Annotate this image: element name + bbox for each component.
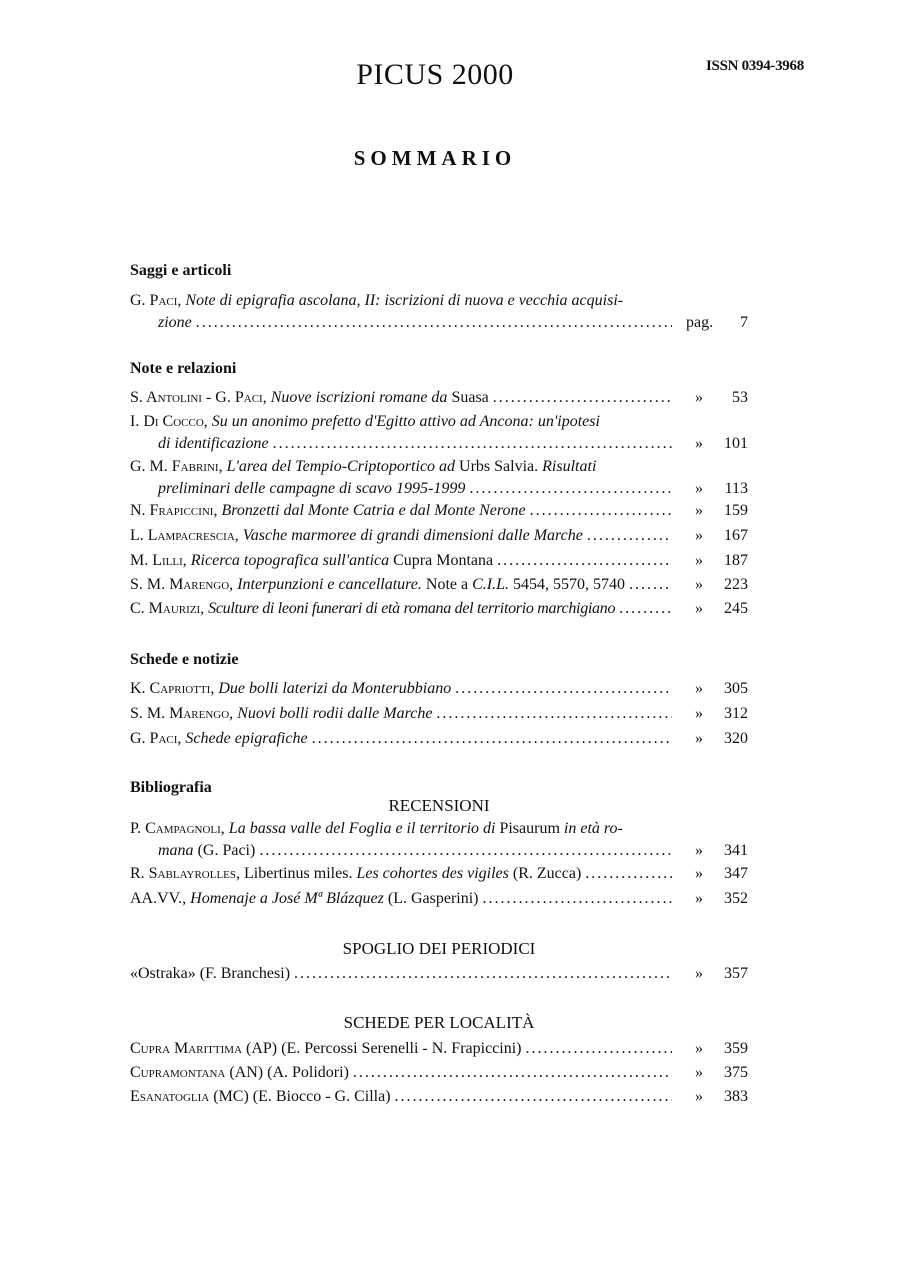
entry-author: N. Frapiccini, bbox=[130, 502, 218, 519]
page-heading: SOMMARIO bbox=[353, 146, 517, 170]
toc-entry[interactable] bbox=[130, 456, 748, 500]
toc-entry[interactable] bbox=[130, 574, 748, 596]
entry-title-cont: preliminari delle campagne di scavo 1995-1999 bbox=[158, 480, 466, 497]
entry-cil: C.I.L. bbox=[472, 576, 509, 593]
entry-text: (AN) (A. Polidori) bbox=[229, 1064, 349, 1081]
entry-author: R. Sablayrolles, bbox=[130, 865, 241, 882]
entry-title: Interpunzioni e cancellature. bbox=[237, 576, 422, 593]
page-number: 341 bbox=[724, 842, 748, 859]
entry-author: G. M. Fabrini, bbox=[130, 458, 223, 475]
section-note-relazioni: Note e relazioni bbox=[130, 360, 237, 377]
entry-title: Due bolli laterizi da Monterubbiano bbox=[218, 680, 452, 697]
dot-leader bbox=[619, 598, 672, 620]
toc-entry[interactable] bbox=[130, 863, 748, 885]
toc-entry[interactable] bbox=[130, 387, 748, 409]
subsection-localita: SCHEDE PER LOCALITÀ bbox=[343, 1013, 535, 1032]
page-marker: » bbox=[695, 1064, 703, 1081]
page-marker: » bbox=[695, 890, 703, 907]
entry-place: Urbs Salvia. bbox=[459, 458, 539, 475]
dot-leader bbox=[483, 888, 673, 910]
page-marker: » bbox=[695, 680, 703, 697]
entry-title: Ricerca topografica sull'antica bbox=[190, 552, 390, 569]
page-number: 101 bbox=[724, 435, 748, 452]
entry-place: Cupra Marittima bbox=[130, 1040, 243, 1057]
entry-title-cont: di identificazione bbox=[158, 435, 269, 452]
page-marker: » bbox=[695, 389, 703, 406]
page-marker: » bbox=[695, 480, 703, 497]
page-number: 159 bbox=[724, 502, 748, 519]
toc-entry[interactable] bbox=[130, 888, 748, 910]
page-number: 312 bbox=[724, 705, 748, 722]
page-marker: » bbox=[695, 1088, 703, 1105]
entry-text: (MC) (E. Biocco - G. Cilla) bbox=[213, 1088, 391, 1105]
journal-title: PICUS 2000 bbox=[356, 58, 514, 91]
subsection-recensioni: RECENSIONI bbox=[388, 796, 490, 815]
page-number: 53 bbox=[732, 389, 748, 406]
entry-title: Note di epigrafia ascolana, II: iscrizioni di nuova e vecchia acquisi- bbox=[185, 292, 624, 309]
page-number: 357 bbox=[724, 965, 748, 982]
dot-leader bbox=[259, 840, 672, 862]
entry-title: Nuove iscrizioni romane da bbox=[270, 389, 448, 406]
page-marker: » bbox=[695, 576, 703, 593]
entry-title-cont: zione bbox=[158, 314, 192, 331]
entry-author: S. M. Marengo, bbox=[130, 705, 234, 722]
entry-author: C. Maurizi, bbox=[130, 600, 205, 617]
page-number: 320 bbox=[724, 730, 748, 747]
entry-title: Sculture di leoni funerari di età romana del territorio marchigiano bbox=[208, 600, 616, 617]
toc-entry[interactable] bbox=[130, 550, 748, 572]
dot-leader bbox=[436, 703, 672, 725]
page-number: 383 bbox=[724, 1088, 748, 1105]
page-marker: pag. bbox=[686, 314, 714, 331]
toc-entry[interactable] bbox=[130, 1086, 748, 1108]
page-number: 223 bbox=[724, 576, 748, 593]
entry-place: Cupramontana bbox=[130, 1064, 226, 1081]
page-number: 187 bbox=[724, 552, 748, 569]
entry-reviewer: (R. Zucca) bbox=[512, 865, 582, 882]
page-marker: » bbox=[695, 435, 703, 452]
section-saggi-articoli: Saggi e articoli bbox=[130, 262, 232, 279]
page-marker: » bbox=[695, 552, 703, 569]
page-marker: » bbox=[695, 527, 703, 544]
toc-entry[interactable] bbox=[130, 290, 748, 334]
toc-entry[interactable] bbox=[130, 703, 748, 725]
dot-leader bbox=[353, 1062, 672, 1084]
entry-title: Risultati bbox=[542, 458, 597, 475]
issn-label: ISSN 0394-3968 bbox=[706, 58, 804, 74]
dot-leader bbox=[526, 1038, 673, 1060]
toc-entry[interactable] bbox=[130, 500, 748, 522]
section-schede-notizie: Schede e notizie bbox=[130, 651, 239, 668]
page-number: 167 bbox=[724, 527, 748, 544]
section-bibliografia: Bibliografia bbox=[130, 779, 212, 796]
entry-title-cont: mana bbox=[158, 842, 194, 859]
entry-text: (AP) (E. Percossi Serenelli - N. Frapiccini) bbox=[246, 1040, 522, 1057]
page-number: 375 bbox=[724, 1064, 748, 1081]
dot-leader bbox=[395, 1086, 672, 1108]
entry-plain-title: Libertinus miles. bbox=[244, 865, 353, 882]
page-marker: » bbox=[695, 842, 703, 859]
entry-place: Esanatoglia bbox=[130, 1088, 210, 1105]
entry-title: Les cohortes des vigiles bbox=[356, 865, 509, 882]
toc-entry[interactable] bbox=[130, 818, 748, 862]
entry-title: L'area del Tempio-Criptoportico ad bbox=[226, 458, 456, 475]
dot-leader bbox=[294, 963, 672, 985]
entry-title: La bassa valle del Foglia e il territorio di bbox=[228, 820, 496, 837]
entry-title: Homenaje a José Mª Blázquez bbox=[190, 890, 384, 907]
dot-leader bbox=[587, 525, 672, 547]
entry-title: Schede epigrafiche bbox=[185, 730, 308, 747]
page-marker: » bbox=[695, 600, 703, 617]
entry-title: Nuovi bolli rodii dalle Marche bbox=[237, 705, 433, 722]
subsection-spoglio: SPOGLIO DEI PERIODICI bbox=[342, 939, 536, 958]
entry-title: Su un anonimo prefetto d'Egitto attivo ad Ancona: un'ipotesi bbox=[211, 413, 600, 430]
entry-author: P. Campagnoli, bbox=[130, 820, 225, 837]
page-marker: » bbox=[695, 965, 703, 982]
toc-entry[interactable] bbox=[130, 728, 748, 750]
toc-entry[interactable] bbox=[130, 411, 748, 455]
dot-leader bbox=[196, 312, 672, 334]
dot-leader bbox=[312, 728, 672, 750]
page-number: 352 bbox=[724, 890, 748, 907]
entry-author: S. Antolini - G. Paci, bbox=[130, 389, 267, 406]
entry-author: L. Lampacrescia, bbox=[130, 527, 239, 544]
toc-entry[interactable] bbox=[130, 678, 748, 700]
entry-author: AA.VV., bbox=[130, 890, 187, 907]
entry-place: Suasa bbox=[451, 389, 489, 406]
page-marker: » bbox=[695, 1040, 703, 1057]
page-number: 359 bbox=[724, 1040, 748, 1057]
dot-leader bbox=[455, 678, 672, 700]
toc-entry[interactable] bbox=[130, 598, 748, 620]
page-marker: » bbox=[695, 730, 703, 747]
page-marker: » bbox=[695, 705, 703, 722]
page-marker: » bbox=[695, 502, 703, 519]
dot-leader bbox=[493, 387, 672, 409]
dot-leader bbox=[469, 478, 672, 500]
entry-note: Note a bbox=[425, 576, 469, 593]
entry-place: Pisaurum bbox=[499, 820, 560, 837]
entry-numbers: 5454, 5570, 5740 bbox=[513, 576, 625, 593]
entry-reviewer: (F. Branchesi) bbox=[199, 965, 291, 982]
entry-journal: «Ostraka» bbox=[130, 965, 196, 982]
entry-author: K. Capriotti, bbox=[130, 680, 215, 697]
page-number: 113 bbox=[724, 480, 748, 497]
entry-title: Bronzetti dal Monte Catria e dal Monte Nerone bbox=[221, 502, 526, 519]
toc-entry[interactable] bbox=[130, 1038, 748, 1060]
page-number: 7 bbox=[740, 314, 748, 331]
entry-title: Vasche marmoree di grandi dimensioni dalle Marche bbox=[242, 527, 583, 544]
entry-author: G. Paci, bbox=[130, 730, 182, 747]
dot-leader bbox=[530, 500, 672, 522]
dot-leader bbox=[585, 863, 672, 885]
page-number: 305 bbox=[724, 680, 748, 697]
page-number: 347 bbox=[724, 865, 748, 882]
toc-entry[interactable] bbox=[130, 1062, 748, 1084]
dot-leader bbox=[497, 550, 672, 572]
page-number: 245 bbox=[724, 600, 748, 617]
entry-reviewer: (G. Paci) bbox=[197, 842, 256, 859]
entry-place: Cupra Montana bbox=[393, 552, 494, 569]
entry-author: S. M. Marengo, bbox=[130, 576, 234, 593]
toc-entry[interactable] bbox=[130, 525, 748, 547]
entry-reviewer: (L. Gasperini) bbox=[387, 890, 479, 907]
entry-author: G. Paci, bbox=[130, 292, 182, 309]
page-marker: » bbox=[695, 865, 703, 882]
entry-author: M. Lilli, bbox=[130, 552, 187, 569]
dot-leader bbox=[629, 574, 672, 596]
entry-author: I. Di Cocco, bbox=[130, 413, 208, 430]
toc-entry[interactable] bbox=[130, 963, 748, 985]
dot-leader bbox=[273, 433, 672, 455]
entry-title: in età ro- bbox=[563, 820, 623, 837]
